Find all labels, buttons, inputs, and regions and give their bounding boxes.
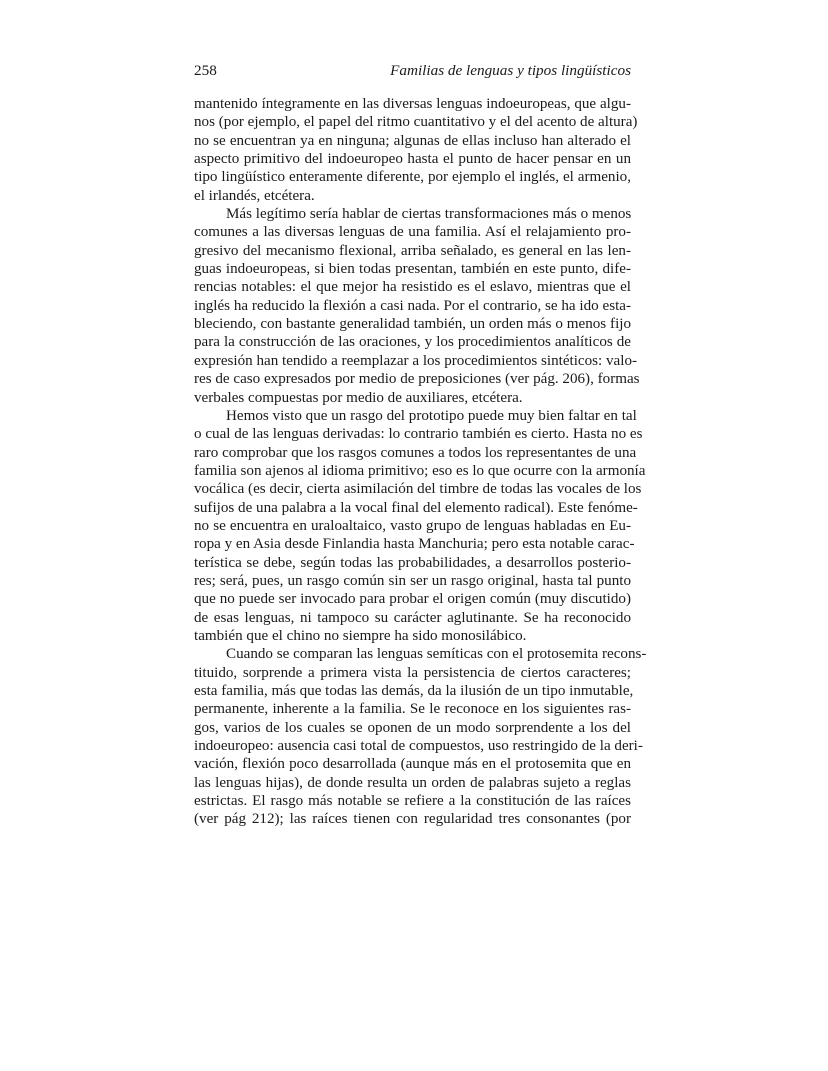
text-line: ropa y en Asia desde Finlandia hasta Manchuria; pero esta notable carac- (194, 536, 635, 553)
text-line: de esas lenguas, ni tampoco su carácter aglutinante. Se ha reconocido (194, 609, 631, 626)
text-line: gos, varios de los cuales se oponen de un modo sorprendente a los del (194, 719, 631, 736)
text-line: también que el chino no siempre ha sido monosilábico. (194, 627, 527, 644)
text-line: res; será, pues, un rasgo común sin ser un rasgo original, hasta tal punto (194, 572, 631, 589)
text-line: no se encuentran ya en ninguna; algunas de ellas incluso han alterado el (194, 132, 631, 149)
text-line: no se encuentra en uraloaltaico, vasto grupo de lenguas habladas en Eu- (194, 517, 631, 534)
page-number: 258 (194, 62, 217, 79)
text-line: Hemos visto que un rasgo del prototipo puede muy bien faltar en tal (226, 407, 637, 424)
text-line: res de caso expresados por medio de preposiciones (ver pág. 206), formas (194, 371, 640, 388)
text-line: inglés ha reducido la flexión a casi nada. Por el contrario, se ha ido esta- (194, 297, 631, 314)
text-line: guas indoeuropeas, si bien todas presentan, también en este punto, dife- (194, 261, 631, 278)
text-line: vación, flexión poco desarrollada (aunque más en el protosemita que en (194, 756, 631, 773)
text-line: Cuando se comparan las lenguas semíticas con el protosemita recons- (226, 646, 647, 663)
paragraph-2 (194, 205, 640, 407)
text-line: sufijos de una palabra a la vocal final del elemento radical). Este fenóme- (194, 499, 638, 516)
text-line: verbales compuestas por medio de auxiliares, etcétera. (194, 389, 523, 406)
text-line: aspecto primitivo del indoeuropeo hasta el punto de hacer pensar en un (194, 151, 631, 168)
text-line: estrictas. El rasgo más notable se refiere a la constitución de las raíces (194, 793, 631, 810)
text-line: mantenido íntegramente en las diversas lenguas indoeuropeas, que algu- (194, 96, 631, 112)
text-line: tituido, sorprende a primera vista la persistencia de ciertos caracteres; (194, 664, 631, 681)
text-line: permanente, inherente a la familia. Se le reconoce en los siguientes ras- (194, 701, 631, 718)
text-line: o cual de las lenguas derivadas: lo contrario también es cierto. Hasta no es (194, 426, 643, 443)
text-line: que no puede ser invocado para probar el origen común (muy discutido) (194, 591, 631, 608)
text-line: comunes a las diversas lenguas de una familia. Así el relajamiento pro- (194, 224, 631, 241)
running-title: Familias de lenguas y tipos lingüísticos (390, 62, 631, 79)
text-line: terística se debe, según todas las probabilidades, a desarrollos posterio- (194, 554, 631, 571)
paragraph-4 (194, 645, 647, 828)
text-line: raro comprobar que los rasgos comunes a todos los representantes de una (194, 444, 637, 461)
paragraph-3 (194, 407, 646, 645)
text-line: Más legítimo sería hablar de ciertas transformaciones más o menos (226, 206, 632, 223)
page-header (194, 62, 631, 82)
text-line: bleciendo, con bastante generalidad también, un orden más o menos fijo (194, 316, 631, 333)
text-line: nos (por ejemplo, el papel del ritmo cuantitativo y el del acento de altura) (194, 114, 638, 131)
text-line: el irlandés, etcétera. (194, 187, 315, 204)
paragraph-1 (194, 95, 638, 205)
text-line: vocálica (es decir, cierta asimilación del timbre de todas las vocales de los (194, 481, 642, 498)
text-line: (ver pág 212); las raíces tienen con regularidad tres consonantes (por (194, 811, 631, 828)
text-line: indoeuropeo: ausencia casi total de compuestos, uso restringido de la deri- (194, 738, 643, 755)
text-line: para la construcción de las oraciones, y los procedimientos analíticos de (194, 334, 631, 351)
text-line: esta familia, más que todas las demás, da la ilusión de un tipo inmutable, (194, 683, 634, 699)
text-line: tipo lingüístico enteramente diferente, por ejemplo el inglés, el armenio, (194, 169, 631, 186)
text-line: familia son ajenos al idioma primitivo; eso es lo que ocurre con la armonía (194, 462, 646, 479)
text-line: rencias notables: el que mejor ha resistido es el eslavo, mientras que el (194, 279, 631, 296)
text-line: expresión han tendido a reemplazar a los procedimientos sintéticos: valo- (194, 352, 638, 369)
page-body (194, 95, 647, 829)
text-line: gresivo del mecanismo flexional, arriba señalado, es general en las len- (194, 242, 631, 259)
text-line: las lenguas hijas), de donde resulta un orden de palabras sujeto a reglas (194, 774, 631, 791)
